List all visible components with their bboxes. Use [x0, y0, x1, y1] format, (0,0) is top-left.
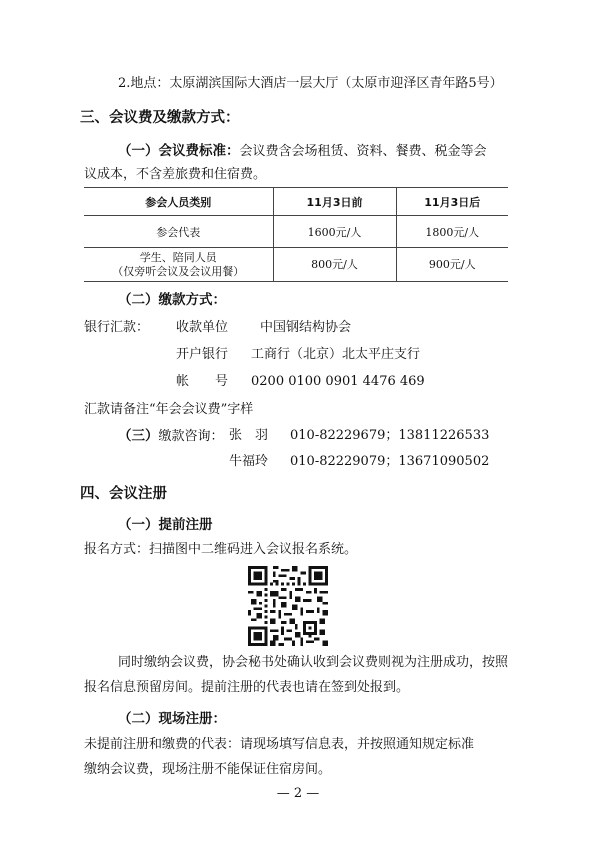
- contact-name-2: 牛福玲: [229, 454, 269, 469]
- row-fee-before: 1600元/人: [273, 216, 396, 248]
- fee-table-header: [84, 188, 508, 216]
- row-fee-after: 1800元/人: [396, 216, 508, 248]
- payee-label: 收款单位: [176, 320, 229, 335]
- bank-transfer-label: 银行汇款：: [84, 320, 150, 335]
- payment-inquiry-number: （三）: [118, 428, 159, 444]
- registration-para-line1: 同时缴纳会议费，协会秘书处确认收到会议费则视为注册成功，按照: [118, 655, 509, 670]
- row-category: [84, 248, 273, 282]
- contact-phones-2: 010-82229079；13671090502: [290, 454, 490, 469]
- fee-standard-heading: （一）会议费标准：: [118, 143, 240, 159]
- row-fee-after: 900元/人: [396, 248, 508, 282]
- payment-inquiry-line1: [118, 428, 224, 445]
- bank-name-label: 开户银行: [176, 347, 229, 362]
- table-row: [84, 216, 508, 248]
- row-category-main: 学生、陪同人员: [139, 250, 217, 264]
- bank-name-value: 工商行（北京）北太平庄支行: [251, 347, 421, 362]
- payee-value: 中国钢结构协会: [260, 320, 352, 335]
- fee-standard-line2: 议成本，不含差旅费和住宿费。: [84, 167, 267, 182]
- row-category-note: （仅旁听会议及会议用餐）: [112, 264, 245, 278]
- registration-method: 报名方式：扫描图中二维码进入会议报名系统。: [84, 542, 358, 557]
- payment-method-heading: （二）缴款方式：: [118, 292, 226, 308]
- table-row: [84, 248, 508, 282]
- header-after: 11月3日后: [396, 188, 508, 216]
- onsite-para-line2: 缴纳会议费，现场注册不能保证住宿房间。: [84, 762, 332, 777]
- account-label: 帐 号: [176, 374, 229, 389]
- contact-phones-1: 010-82229679；13811226533: [290, 428, 490, 443]
- contact-name-1: 张 羽: [229, 428, 269, 443]
- section3-title: 三、会议费及缴款方式：: [80, 110, 240, 126]
- header-category: 参会人员类别: [84, 188, 273, 216]
- row-category: 参会代表: [84, 216, 273, 248]
- payment-inquiry-label: 缴款咨询：: [158, 429, 224, 444]
- registration-qr-code: [248, 566, 328, 646]
- registration-para-line2: 报名信息预留房间。提前注册的代表也请在签到处报到。: [84, 680, 410, 695]
- fee-standard-line1: [118, 143, 487, 160]
- section4-title: 四、会议注册: [80, 486, 167, 502]
- venue-location: 2.地点：太原湖滨国际大酒店一层大厅（太原市迎泽区青年路5号）: [118, 76, 503, 91]
- remit-note: 汇款请备注“年会会议费”字样: [84, 402, 254, 417]
- fee-standard-text: 会议费含会场租赁、资料、餐费、税金等会: [239, 144, 487, 159]
- account-value: 0200 0100 0901 4476 469: [251, 374, 425, 389]
- header-before: 11月3日前: [273, 188, 396, 216]
- onsite-para-line1: 未提前注册和缴费的代表：请现场填写信息表，并按照通知规定标准: [84, 737, 475, 752]
- page-number: — 2 —: [276, 786, 320, 801]
- onsite-registration-heading: （二）现场注册：: [118, 711, 226, 727]
- early-registration-heading: （一）提前注册: [118, 517, 213, 533]
- row-fee-before: 800元/人: [273, 248, 396, 282]
- fee-table: [84, 187, 508, 282]
